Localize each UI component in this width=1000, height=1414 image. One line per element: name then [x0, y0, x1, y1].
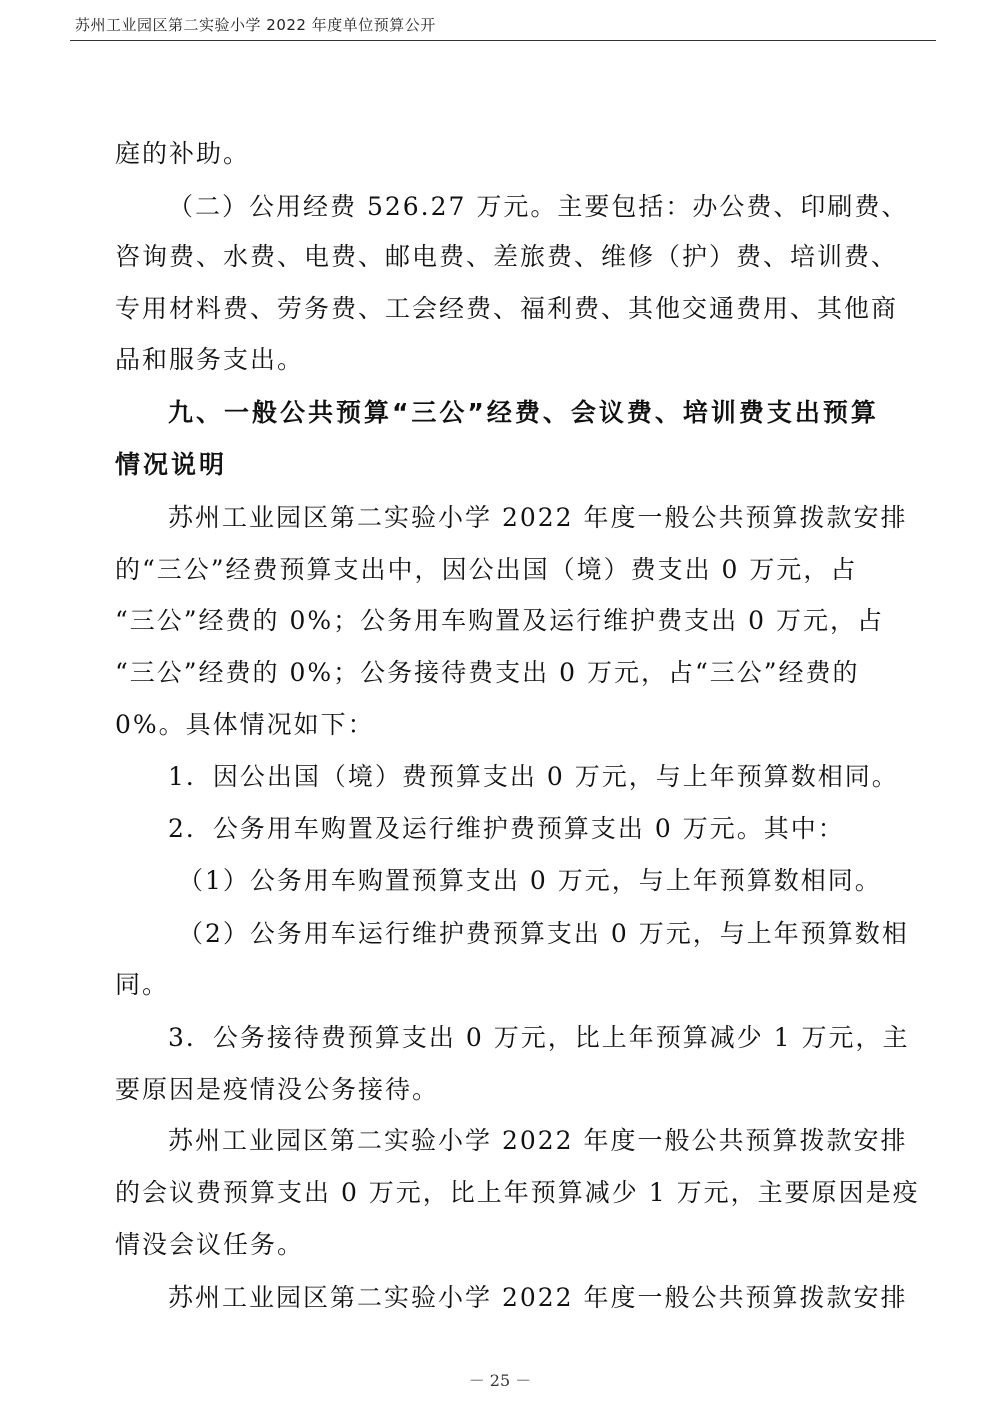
paragraph-line: “三公”经费的 0%；公务用车购置及运行维护费支出 0 万元，占 — [115, 606, 884, 635]
paragraph-line: 苏州工业园区第二实验小学 2022 年度一般公共预算拨款安排 — [168, 1283, 908, 1312]
paragraph-line: 的“三公”经费预算支出中，因公出国（境）费支出 0 万元，占 — [115, 555, 858, 584]
list-item: 2．公务用车购置及运行维护费预算支出 0 万元。其中： — [168, 814, 845, 843]
header-divider — [70, 40, 936, 41]
list-item: 1．因公出国（境）费预算支出 0 万元，与上年预算数相同。 — [168, 762, 899, 791]
list-item: （1）公务用车购置预算支出 0 万元，与上年预算数相同。 — [178, 866, 882, 895]
paragraph-line: 品和服务支出。 — [115, 345, 305, 374]
paragraph-line: 同。 — [115, 970, 170, 999]
paragraph-line: 庭的补助。 — [115, 139, 251, 168]
list-item: （2）公务用车运行维护费预算支出 0 万元，与上年预算数相 — [178, 919, 909, 948]
paragraph-line: 苏州工业园区第二实验小学 2022 年度一般公共预算拨款安排 — [168, 503, 908, 532]
list-item: 3．公务接待费预算支出 0 万元，比上年预算减少 1 万元，主 — [168, 1023, 910, 1052]
paragraph-line: （二）公用经费 526.27 万元。主要包括：办公费、印刷费、 — [168, 192, 909, 221]
paragraph-line: 专用材料费、劳务费、工会经费、福利费、其他交通费用、其他商 — [115, 294, 899, 323]
paragraph-line: 的会议费预算支出 0 万元，比上年预算减少 1 万元，主要原因是疫 — [115, 1178, 920, 1207]
section-heading: 情况说明 — [115, 450, 228, 479]
paragraph-line: 咨询费、水费、电费、邮电费、差旅费、维修（护）费、培训费、 — [115, 242, 899, 271]
section-heading: 九、一般公共预算“三公”经费、会议费、培训费支出预算 — [168, 398, 879, 427]
paragraph-line: 要原因是疫情没公务接待。 — [115, 1075, 440, 1104]
paragraph-line: 苏州工业园区第二实验小学 2022 年度一般公共预算拨款安排 — [168, 1126, 908, 1155]
page-number: － 25 － — [468, 1371, 532, 1390]
paragraph-line: 情没会议任务。 — [115, 1230, 305, 1259]
document-header: 苏州工业园区第二实验小学 2022 年度单位预算公开 — [75, 16, 436, 34]
paragraph-line: “三公”经费的 0%；公务接待费支出 0 万元，占“三公”经费的 — [115, 658, 860, 687]
paragraph-line: 0%。具体情况如下： — [115, 710, 375, 739]
